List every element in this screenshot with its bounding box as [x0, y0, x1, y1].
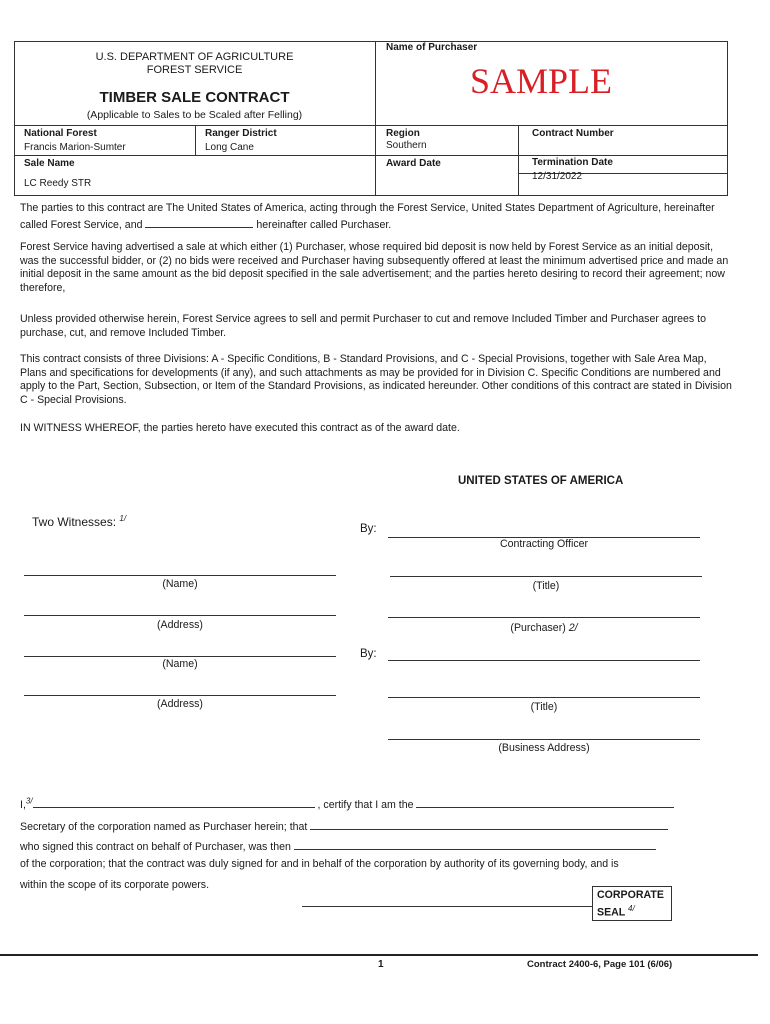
witness-2-address-caption: (Address) — [157, 698, 203, 710]
by-label-1: By: — [360, 523, 377, 535]
purchaser-name-label: Name of Purchaser — [386, 42, 478, 53]
parties-paragraph-end: hereinafter called Purchaser. — [256, 218, 392, 231]
witness-1-name-line[interactable] — [24, 575, 336, 576]
certification-i: I, — [20, 799, 26, 811]
divisions-paragraph: This contract consists of three Divisions: A - Specific Conditions, B - Standard Provisions, and C - Special Provisions, together with Sale Area Map, Plans and specifications for developments (if any), and such attachments as may be provided for in Division C. Specific Conditions are numbered and apply to the Part, Section, Subsection, or Item of the Standard Provisions, as indicated hereunder. Other conditions of this contract are stated in Division C - Special Provisions. — [20, 353, 732, 406]
footnote-3: 3/ — [25, 796, 33, 806]
contract-number-label: Contract Number — [532, 128, 614, 139]
certifier-name-blank[interactable] — [33, 796, 315, 808]
by-label-2: By: — [360, 648, 377, 660]
two-witnesses-label — [32, 514, 126, 529]
agreement-paragraph: Unless provided otherwise herein, Forest Service agrees to sell and permit Purchaser to cut and remove Included Timber and Purchaser agrees to purchase, cut, and remove Included Timber. — [20, 313, 706, 339]
usa-heading: UNITED STATES OF AMERICA — [458, 475, 624, 487]
secretary-signature-line[interactable] — [302, 906, 592, 907]
purchaser-line[interactable] — [388, 617, 700, 618]
officer-title-line[interactable] — [390, 576, 702, 577]
signer-title-blank[interactable] — [294, 838, 656, 850]
ranger-district-label: Ranger District — [205, 128, 277, 139]
corporate-seal-box — [592, 886, 672, 921]
parties-paragraph — [20, 202, 732, 232]
purchaser-caption-text: (Purchaser) — [510, 622, 566, 634]
region-label: Region — [386, 128, 420, 139]
certification-line-3 — [20, 838, 656, 853]
department-line-1: U.S. DEPARTMENT OF AGRICULTURE — [95, 51, 294, 63]
officer-title-caption: (Title) — [532, 580, 560, 592]
certification-line-5: within the scope of its corporate powers. — [20, 879, 210, 891]
certification-line-4: of the corporation; that the contract was duly signed for and in behalf of the corporation by authority of its governing body, and is — [20, 858, 619, 870]
witness-1-address-line[interactable] — [24, 615, 336, 616]
certification-certify: , certify that I am the — [317, 799, 414, 811]
witness-1-address-caption: (Address) — [157, 619, 203, 631]
ranger-district-value: Long Cane — [205, 142, 254, 153]
witness-2-name-caption: (Name) — [162, 658, 198, 670]
sale-name-label: Sale Name — [24, 158, 75, 169]
corporate-seal-line-1: CORPORATE — [597, 889, 664, 901]
contracting-officer-caption: Contracting Officer — [499, 538, 589, 550]
footnote-2: 2/ — [568, 622, 578, 634]
parties-paragraph-text: The parties to this contract are The United States of America, acting through the Forest Service, United States Department of Agriculture, hereinafter called Forest Service, and — [20, 202, 715, 231]
witness-2-address-line[interactable] — [24, 695, 336, 696]
contract-title: TIMBER SALE CONTRACT — [99, 89, 290, 106]
witness-1-name-caption: (Name) — [162, 578, 198, 590]
advertised-paragraph: Forest Service having advertised a sale at which either (1) Purchaser, whose required bid deposit is now held by Forest Service as an initial deposit, was the successful bidder, or (2) no bids were received and Purchaser having subsequently offered at least the minimum advertised price and made an initial deposit in the same amount as the bid deposit specified in the sale advertisement; and the parties hereto desiring to record their agreement; now therefore, — [20, 241, 729, 294]
region-value: Southern — [386, 140, 427, 151]
witness-2-name-line[interactable] — [24, 656, 336, 657]
sample-stamp: SAMPLE — [470, 61, 613, 101]
form-identifier: Contract 2400-6, Page 101 (6/06) — [527, 959, 673, 970]
purchaser-title-caption: (Title) — [530, 701, 558, 713]
termination-date-value: 12/31/2022 — [532, 171, 583, 182]
certification-line-3-text: who signed this contract on behalf of Purchaser, was then — [20, 841, 291, 853]
footnote-1: 1/ — [119, 514, 127, 523]
two-witnesses-text: Two Witnesses: — [32, 515, 117, 529]
award-date-label: Award Date — [386, 158, 441, 169]
national-forest-value: Francis Marion-Sumter — [24, 142, 126, 153]
national-forest-label: National Forest — [24, 128, 97, 139]
certification-line-2 — [20, 818, 668, 833]
purchaser-blank — [145, 216, 253, 228]
business-address-caption: (Business Address) — [498, 742, 590, 754]
footnote-4: 4/ — [628, 904, 635, 913]
signer-name-blank[interactable] — [310, 818, 668, 830]
certification-line-2-text: Secretary of the corporation named as Purchaser herein; that — [20, 821, 308, 833]
purchaser-caption — [388, 622, 700, 634]
corporate-seal-text: SEAL — [597, 906, 626, 919]
footer-rule — [0, 954, 758, 956]
contract-subtitle: (Applicable to Sales to be Scaled after Felling) — [86, 109, 303, 121]
witness-paragraph: IN WITNESS WHEREOF, the parties hereto have executed this contract as of the award date. — [20, 422, 460, 434]
certifier-title-blank[interactable] — [416, 796, 674, 808]
business-address-line[interactable] — [388, 739, 700, 740]
purchaser-signature-line[interactable] — [388, 660, 700, 661]
certification-line-1 — [20, 796, 674, 811]
termination-date-label: Termination Date — [532, 157, 613, 168]
corporate-seal-line-2 — [597, 902, 671, 920]
sale-name-value: LC Reedy STR — [24, 178, 92, 189]
department-line-2: FOREST SERVICE — [146, 64, 243, 76]
page-number: 1 — [378, 959, 384, 970]
purchaser-title-line[interactable] — [388, 697, 700, 698]
